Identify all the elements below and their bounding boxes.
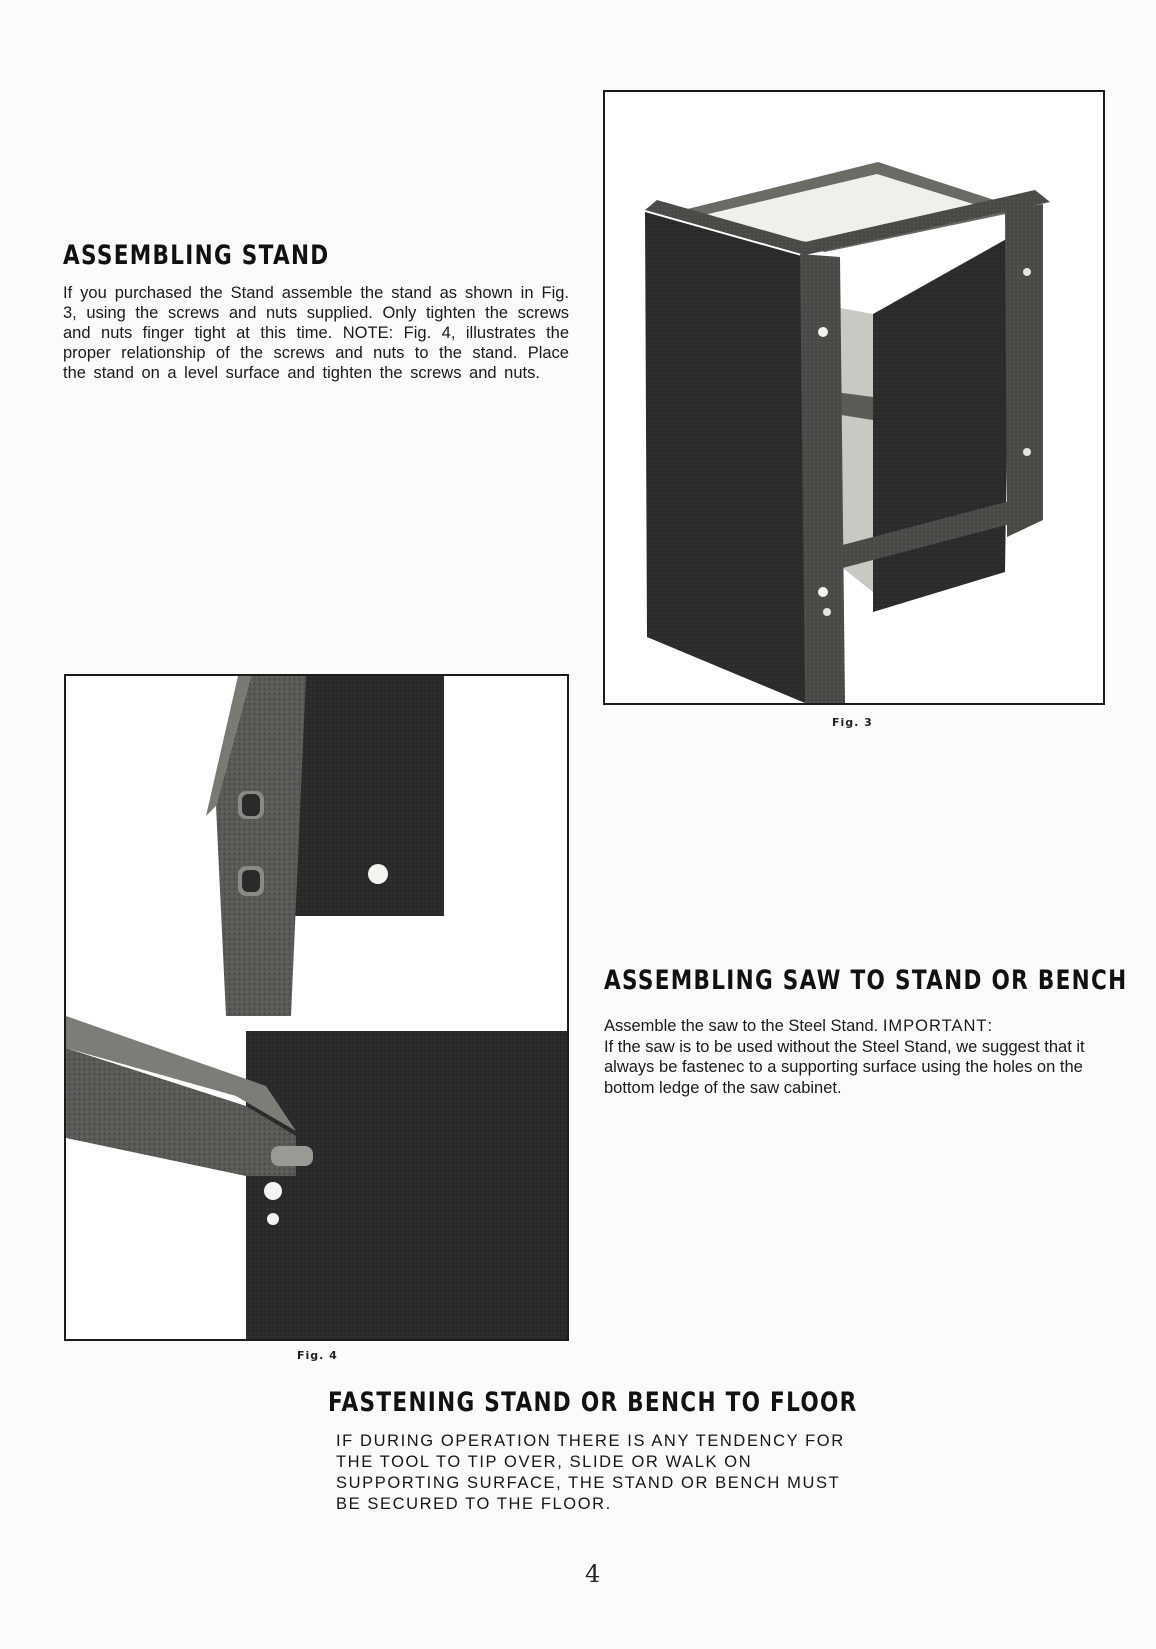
fig4-caption: Fig. 4 [297, 1349, 338, 1362]
steel-stand-illustration [605, 92, 1103, 703]
fastener-detail-illustration [66, 676, 567, 1339]
assembling-stand-text: If you purchased the Stand assemble the stand as shown in Fig. 3, using the screws and nuts supplied. Only tighten the screws and nuts finger tight at this time. NOTE: Fig. 4, illustrates the proper relationship of the screws and nuts to the stand. Place the stand on a level surface and tighten the screws and nuts. [63, 284, 569, 382]
fig3-caption: Fig. 3 [832, 716, 873, 729]
saw-rest-text: If the saw is to be used without the Steel Stand, we suggest that it always be fastenec to a supporting surface using the holes on the bottom ledge of the saw cabinet. [604, 1037, 1085, 1097]
assembling-stand-heading: ASSEMBLING STAND [63, 240, 330, 271]
fig3-steel-stand-photo [603, 90, 1105, 705]
fastening-text: IF DURING OPERATION THERE IS ANY TENDENCY FOR THE TOOL TO TIP OVER, SLIDE OR WALK ON SUPPORTING SURFACE, THE STAND OR BENCH MUST BE SECURED TO THE FLOOR. [336, 1432, 845, 1513]
assembling-saw-text [604, 1016, 1109, 1098]
saw-intro-text: Assemble the saw to the Steel Stand. [604, 1017, 883, 1035]
assembling-saw-heading: ASSEMBLING SAW TO STAND OR BENCH [604, 965, 1128, 996]
fig4-fastener-detail-photo [64, 674, 569, 1341]
important-colon: : [987, 1017, 993, 1035]
fastening-heading: FASTENING STAND OR BENCH TO FLOOR [328, 1387, 858, 1418]
page-number: 4 [585, 1560, 601, 1588]
important-label: IMPORTANT [882, 1017, 988, 1035]
